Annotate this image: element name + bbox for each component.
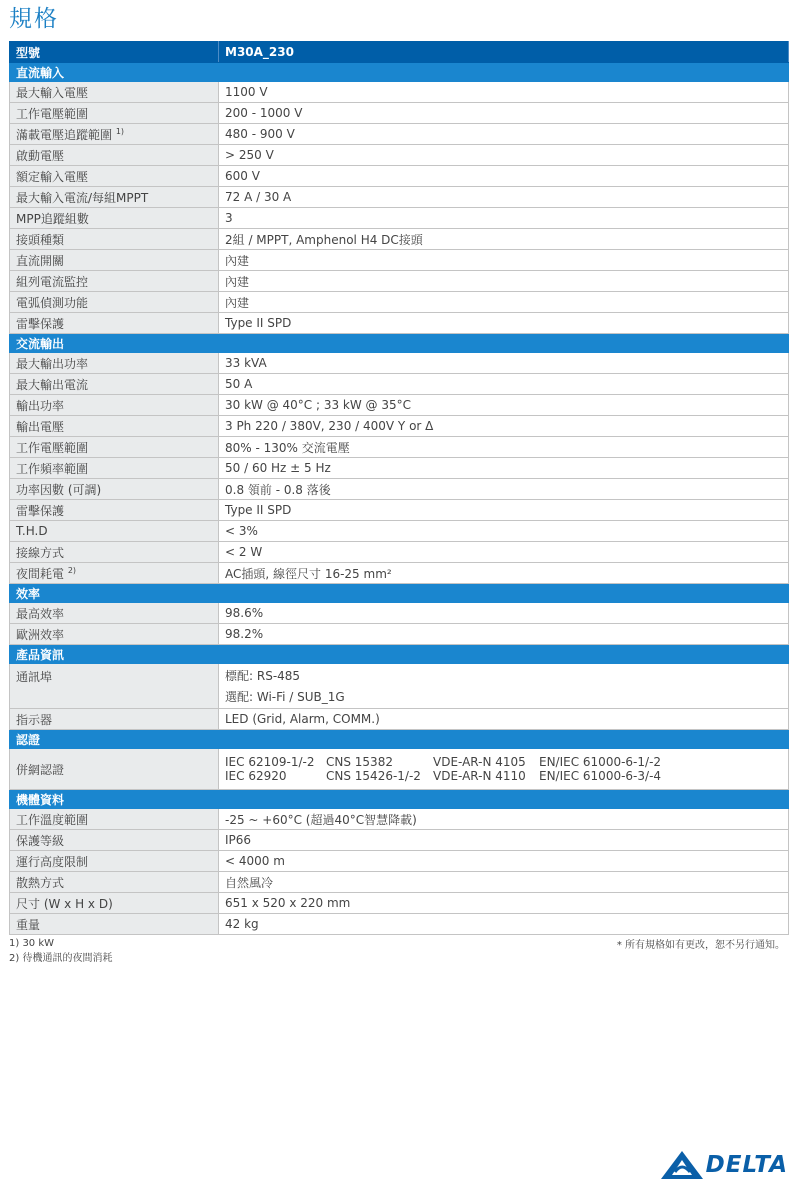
model-value: M30A_230: [219, 42, 789, 63]
spec-label-text: 散熱方式: [16, 875, 65, 890]
spec-label-text: 滿載電壓追蹤範圍: [16, 127, 113, 142]
spec-label: [10, 458, 219, 479]
spec-value: Type II SPD: [219, 500, 789, 521]
spec-label: [10, 851, 219, 872]
spec-value: 30 kW @ 40°C ; 33 kW @ 35°C: [219, 395, 789, 416]
spec-label: [10, 103, 219, 124]
footnotes: [9, 936, 112, 966]
spec-value: 72 A / 30 A: [219, 187, 789, 208]
spec-value: Type II SPD: [219, 313, 789, 334]
spec-table: [9, 41, 789, 935]
delta-logo: [660, 1150, 788, 1180]
spec-label-text: MPP追蹤組數: [16, 211, 89, 226]
spec-label: [10, 830, 219, 851]
section-header: [10, 584, 789, 603]
spec-label: [10, 624, 219, 645]
spec-label-text: 電弧偵測功能: [16, 295, 89, 310]
spec-row: [10, 872, 789, 893]
footnote-1: 1) 30 kW: [9, 938, 55, 949]
section-title: 直流輸入: [10, 63, 789, 82]
spec-row: [10, 208, 789, 229]
spec-value: [219, 664, 789, 709]
spec-row: [10, 563, 789, 584]
section-title: 交流輸出: [10, 334, 789, 353]
spec-value: AC插頭, 線徑尺寸 16-25 mm²: [219, 563, 789, 584]
section-header: [10, 645, 789, 664]
spec-row: [10, 313, 789, 334]
model-label: 型號: [10, 42, 219, 63]
spec-row: [10, 187, 789, 208]
cert-item: IEC 62109-1/-2: [225, 755, 315, 769]
spec-label-text: 夜間耗電: [16, 566, 65, 581]
spec-label: [10, 603, 219, 624]
cert-item: IEC 62920: [225, 769, 287, 783]
spec-label-text: 保護等級: [16, 833, 65, 848]
spec-value: 50 / 60 Hz ± 5 Hz: [219, 458, 789, 479]
spec-row: [10, 395, 789, 416]
spec-label-text: 直流開關: [16, 253, 65, 268]
section-title: 產品資訊: [10, 645, 789, 664]
disclaimer: * 所有規格如有更改，恕不另行通知。: [616, 940, 785, 951]
spec-label-text: 尺寸 (W x H x D): [16, 896, 113, 911]
spec-row: [10, 103, 789, 124]
spec-label: [10, 563, 219, 584]
cert-item: CNS 15426-1/-2: [326, 769, 421, 783]
spec-label-text: 最大輸出電流: [16, 377, 89, 392]
spec-value: 內建: [219, 271, 789, 292]
spec-row: [10, 374, 789, 395]
spec-label-text: 接線方式: [16, 545, 65, 560]
spec-label-text: 輸出功率: [16, 398, 65, 413]
spec-value: 3 Ph 220 / 380V, 230 / 400V Y or Δ: [219, 416, 789, 437]
spec-value: > 250 V: [219, 145, 789, 166]
spec-label: [10, 893, 219, 914]
spec-label: [10, 271, 219, 292]
spec-value: 自然風冷: [219, 872, 789, 893]
spec-label: [10, 145, 219, 166]
delta-triangle-icon: [660, 1150, 704, 1180]
cert-item: EN/IEC 61000-6-1/-2: [539, 755, 662, 769]
section-title: 認證: [10, 730, 789, 749]
spec-row: [10, 145, 789, 166]
comm-line: 標配: RS-485: [225, 669, 301, 683]
spec-label: 通訊埠: [10, 664, 219, 709]
spec-label-text: 工作溫度範圍: [16, 812, 89, 827]
cert-item: VDE-AR-N 4105: [433, 755, 526, 769]
spec-label: [10, 353, 219, 374]
spec-label-text: 運行高度限制: [16, 854, 89, 869]
spec-row: [10, 664, 789, 709]
spec-label-text: 功率因數 (可調): [16, 482, 102, 497]
spec-row: [10, 479, 789, 500]
section-header: [10, 790, 789, 809]
cert-grid: [225, 755, 782, 783]
spec-label: [10, 809, 219, 830]
spec-label-text: 輸出電壓: [16, 419, 65, 434]
spec-value: IP66: [219, 830, 789, 851]
spec-label: [10, 229, 219, 250]
spec-value: 98.6%: [219, 603, 789, 624]
spec-row: [10, 271, 789, 292]
page-title: 規格: [9, 6, 59, 32]
spec-label-text: 雷擊保護: [16, 316, 65, 331]
spec-label: [10, 82, 219, 103]
spec-label-text: 最大輸入電流/每組MPPT: [16, 190, 149, 205]
spec-row: [10, 914, 789, 935]
spec-row: [10, 124, 789, 145]
spec-row: [10, 166, 789, 187]
spec-label: [10, 124, 219, 145]
spec-label: [10, 521, 219, 542]
cert-item: VDE-AR-N 4110: [433, 769, 526, 783]
spec-label: [10, 395, 219, 416]
spec-value: 0.8 領前 - 0.8 落後: [219, 479, 789, 500]
spec-label: [10, 313, 219, 334]
spec-label-text: 重量: [16, 917, 41, 932]
spec-label-text: 最大輸入電壓: [16, 85, 89, 100]
spec-row: [10, 809, 789, 830]
spec-value: 98.2%: [219, 624, 789, 645]
spec-value: 651 x 520 x 220 mm: [219, 893, 789, 914]
section-header: [10, 63, 789, 82]
section-header: [10, 334, 789, 353]
comm-line: 選配: Wi-Fi / SUB_1G: [225, 690, 345, 704]
spec-label: [10, 500, 219, 521]
spec-label: [10, 416, 219, 437]
spec-label: [10, 872, 219, 893]
spec-row: [10, 624, 789, 645]
spec-row: [10, 749, 789, 790]
spec-label-text: 工作電壓範圍: [16, 106, 89, 121]
footnote-ref: 1): [115, 126, 125, 136]
spec-row: [10, 893, 789, 914]
spec-row: [10, 82, 789, 103]
spec-label: 併網認證: [10, 749, 219, 790]
spec-label: [10, 542, 219, 563]
spec-label: [10, 187, 219, 208]
spec-value: 1100 V: [219, 82, 789, 103]
spec-row: [10, 830, 789, 851]
section-title: 機體資料: [10, 790, 789, 809]
spec-value: 480 - 900 V: [219, 124, 789, 145]
spec-label-text: T.H.D: [16, 524, 48, 538]
spec-value: 80% - 130% 交流電壓: [219, 437, 789, 458]
spec-label: [10, 479, 219, 500]
spec-label: 指示器: [10, 709, 219, 730]
spec-label-text: 工作電壓範圍: [16, 440, 89, 455]
spec-label-text: 工作頻率範圍: [16, 461, 89, 476]
spec-label-text: 雷擊保護: [16, 503, 65, 518]
spec-value: 42 kg: [219, 914, 789, 935]
spec-row: [10, 250, 789, 271]
spec-row: [10, 500, 789, 521]
brand-name: DELTA: [705, 1152, 788, 1178]
spec-row: [10, 851, 789, 872]
spec-row: [10, 229, 789, 250]
footnote-ref: 2): [67, 565, 77, 575]
spec-label-text: 最大輸出功率: [16, 356, 89, 371]
spec-value: 33 kVA: [219, 353, 789, 374]
spec-row: [10, 709, 789, 730]
spec-value: < 4000 m: [219, 851, 789, 872]
spec-row: [10, 292, 789, 313]
spec-row: [10, 603, 789, 624]
spec-value: LED (Grid, Alarm, COMM.): [219, 709, 789, 730]
spec-value: 50 A: [219, 374, 789, 395]
spec-row: [10, 353, 789, 374]
spec-label: [10, 292, 219, 313]
spec-label: [10, 250, 219, 271]
spec-label-text: 接頭種類: [16, 232, 65, 247]
spec-value: 內建: [219, 292, 789, 313]
spec-value: < 2 W: [219, 542, 789, 563]
spec-label: [10, 437, 219, 458]
spec-value: 3: [219, 208, 789, 229]
spec-row: [10, 416, 789, 437]
spec-label: [10, 166, 219, 187]
spec-value: 200 - 1000 V: [219, 103, 789, 124]
spec-label-text: 組列電流監控: [16, 274, 89, 289]
table-header-row: [10, 42, 789, 63]
footnote-2: 2) 待機通訊的夜間消耗: [9, 953, 113, 964]
spec-value: 600 V: [219, 166, 789, 187]
spec-label-text: 啟動電壓: [16, 148, 65, 163]
spec-value: 內建: [219, 250, 789, 271]
spec-label: [10, 374, 219, 395]
spec-value: -25 ~ +60°C (超過40°C智慧降載): [219, 809, 789, 830]
spec-value: [219, 749, 789, 790]
section-title: 效率: [10, 584, 789, 603]
spec-row: [10, 437, 789, 458]
spec-row: [10, 542, 789, 563]
spec-value: < 3%: [219, 521, 789, 542]
cert-item: CNS 15382: [326, 755, 393, 769]
spec-row: [10, 521, 789, 542]
spec-label: [10, 208, 219, 229]
spec-value: 2組 / MPPT, Amphenol H4 DC接頭: [219, 229, 789, 250]
spec-label: [10, 914, 219, 935]
spec-row: [10, 458, 789, 479]
spec-label-text: 歐洲效率: [16, 627, 65, 642]
spec-label-text: 最高效率: [16, 606, 65, 621]
section-header: [10, 730, 789, 749]
spec-label-text: 額定輸入電壓: [16, 169, 89, 184]
cert-item: EN/IEC 61000-6-3/-4: [539, 769, 662, 783]
